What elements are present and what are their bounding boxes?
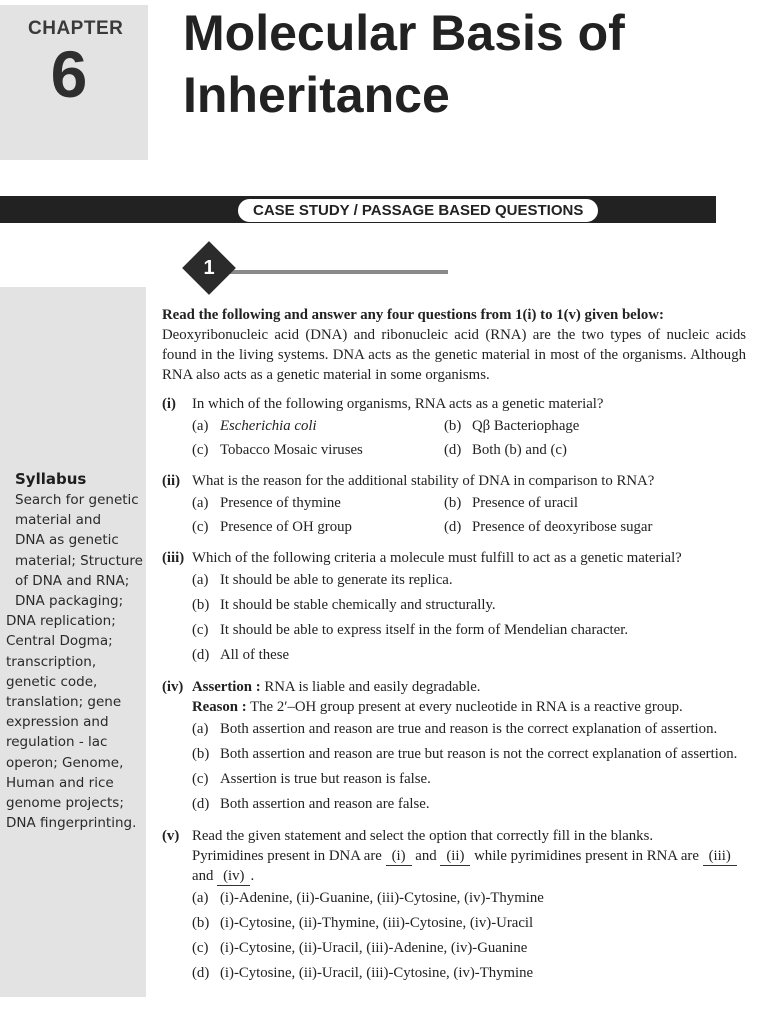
option-text: Assertion is true but reason is false. <box>220 771 431 787</box>
option-item <box>444 438 746 462</box>
option-label: (d) <box>444 442 462 458</box>
chapter-title: Molecular Basis of Inheritance <box>183 5 625 123</box>
syllabus-line: material; Structure <box>15 552 143 569</box>
option-label: (d) <box>192 965 210 981</box>
option-item <box>444 515 746 539</box>
option-label: (b) <box>444 495 462 511</box>
syllabus-line: transcription, <box>6 653 97 670</box>
syllabus-line: genome projects; <box>6 795 124 812</box>
option-text: (i)-Cytosine, (ii)-Uracil, (iii)-Cytosine, (iv)-Thymine <box>220 965 534 981</box>
syllabus-line: regulation - lac <box>6 734 108 751</box>
statement-text: and <box>415 848 437 864</box>
option-label: (d) <box>192 796 210 812</box>
option-label: (a) <box>192 890 209 906</box>
option-text: Presence of deoxyribose sugar <box>472 519 653 535</box>
syllabus-line: genetic code, <box>6 673 98 690</box>
syllabus-line: material and <box>15 512 102 529</box>
option-text: Both (b) and (c) <box>472 442 567 458</box>
reason-text: The 2′–OH group present at every nucleotide in RNA is a reactive group. <box>250 699 683 715</box>
option-item <box>192 961 746 986</box>
statement-text: . <box>250 868 255 884</box>
option-item <box>192 643 746 668</box>
fill-blank-statement <box>192 846 746 886</box>
chapter-label: CHAPTER <box>28 18 124 39</box>
question-roman: (iii) <box>162 550 185 566</box>
option-label: (a) <box>192 495 209 511</box>
syllabus-line: translation; gene <box>6 694 122 711</box>
question-text: Which of the following criteria a molecule must fulfill to act as a genetic material? <box>192 550 682 566</box>
syllabus-line: DNA fingerprinting. <box>6 815 137 832</box>
option-item <box>192 742 746 767</box>
question-number: 1 <box>203 257 215 279</box>
option-item <box>192 438 444 462</box>
syllabus-line: DNA replication; <box>6 613 116 630</box>
option-item <box>192 792 746 817</box>
syllabus-line: Search for genetic <box>15 492 139 508</box>
question-roman: (i) <box>162 396 176 412</box>
option-label: (b) <box>192 746 210 762</box>
option-text: It should be able to express itself in the form of Mendelian character. <box>220 622 629 638</box>
intro-passage: Deoxyribonucleic acid (DNA) and ribonucleic acid (RNA) are the two types of nucleic acids found in the living systems. DNA acts as the genetic material in most of the organisms. Although RNA also acts as a genetic material in some organisms. <box>162 327 746 383</box>
option-label: (c) <box>192 442 209 458</box>
question-roman: (iv) <box>162 679 184 695</box>
option-item <box>192 618 746 643</box>
option-text: Presence of OH group <box>220 519 352 535</box>
blank-iv: (iv) <box>217 868 250 886</box>
blank-iii: (iii) <box>703 848 737 866</box>
option-item <box>192 911 746 936</box>
option-text: It should be able to generate its replica. <box>220 572 453 588</box>
option-item <box>192 886 746 911</box>
option-text: It should be stable chemically and structurally. <box>220 597 496 613</box>
option-item <box>192 717 746 742</box>
question-content <box>162 305 746 986</box>
question-i <box>162 394 746 462</box>
assertion-label: Assertion : <box>192 679 261 695</box>
option-text: Presence of thymine <box>220 495 341 511</box>
option-text: Tobacco Mosaic viruses <box>220 442 363 458</box>
question-iv <box>162 677 746 817</box>
question-roman: (ii) <box>162 473 181 489</box>
option-label: (b) <box>192 915 210 931</box>
option-item <box>192 936 746 961</box>
option-label: (d) <box>192 647 210 663</box>
option-label: (a) <box>192 572 209 588</box>
syllabus-line: expression and <box>6 714 109 731</box>
option-label: (c) <box>192 771 209 787</box>
blank-i: (i) <box>386 848 412 866</box>
option-text: All of these <box>220 647 290 663</box>
option-item <box>192 767 746 792</box>
option-text: Both assertion and reason are false. <box>220 796 430 812</box>
option-text: Both assertion and reason are true and reason is the correct explanation of assertion. <box>220 721 718 737</box>
option-label: (a) <box>192 721 209 737</box>
reason-label: Reason : <box>192 699 247 715</box>
option-text: Escherichia coli <box>220 418 317 434</box>
option-item <box>444 414 746 438</box>
option-label: (c) <box>192 940 209 956</box>
question-v <box>162 826 746 986</box>
option-label: (a) <box>192 418 209 434</box>
option-text: Presence of uracil <box>472 495 578 511</box>
section-banner-label: CASE STUDY / PASSAGE BASED QUESTIONS <box>238 199 598 222</box>
syllabus-line: DNA packaging; <box>15 593 124 610</box>
syllabus-line: operon; Genome, <box>6 754 124 771</box>
syllabus-line: Central Dogma; <box>6 633 113 650</box>
statement-text: and <box>192 868 214 884</box>
option-label: (d) <box>444 519 462 535</box>
option-item <box>192 491 444 515</box>
question-ii <box>162 471 746 539</box>
option-item <box>192 568 746 593</box>
option-text: (i)-Cytosine, (ii)-Uracil, (iii)-Adenine, (iv)-Guanine <box>220 940 528 956</box>
assertion-text: RNA is liable and easily degradable. <box>264 679 481 695</box>
syllabus-line: of DNA and RNA; <box>15 572 130 589</box>
syllabus-heading: Syllabus <box>15 470 87 488</box>
option-item <box>444 491 746 515</box>
question-text: What is the reason for the additional stability of DNA in comparison to RNA? <box>192 473 655 489</box>
option-item <box>192 515 444 539</box>
question-text: In which of the following organisms, RNA acts as a genetic material? <box>192 396 604 412</box>
syllabus-line: Human and rice <box>6 774 114 791</box>
blank-ii: (ii) <box>440 848 470 866</box>
statement-text: Pyrimidines present in DNA are <box>192 848 382 864</box>
option-label: (c) <box>192 622 209 638</box>
option-label: (c) <box>192 519 209 535</box>
intro-heading: Read the following and answer any four questions from 1(i) to 1(v) given below: <box>162 307 664 323</box>
option-text: (i)-Cytosine, (ii)-Thymine, (iii)-Cytosine, (iv)-Uracil <box>220 915 534 931</box>
option-label: (b) <box>192 597 210 613</box>
option-item <box>192 593 746 618</box>
question-iii <box>162 548 746 668</box>
option-text: Qβ Bacteriophage <box>472 418 580 434</box>
syllabus-line: DNA as genetic <box>15 532 119 549</box>
option-text: Both assertion and reason are true but reason is not the correct explanation of assertion. <box>220 746 738 762</box>
option-label: (b) <box>444 418 462 434</box>
question-roman: (v) <box>162 828 180 844</box>
statement-text: while pyrimidines present in RNA are <box>474 848 699 864</box>
option-text: (i)-Adenine, (ii)-Guanine, (iii)-Cytosine, (iv)-Thymine <box>220 890 544 906</box>
chapter-number: 6 <box>50 37 88 111</box>
option-item <box>192 414 444 438</box>
question-text: Read the given statement and select the option that correctly fill in the blanks. <box>192 828 654 844</box>
syllabus-block <box>0 468 146 833</box>
